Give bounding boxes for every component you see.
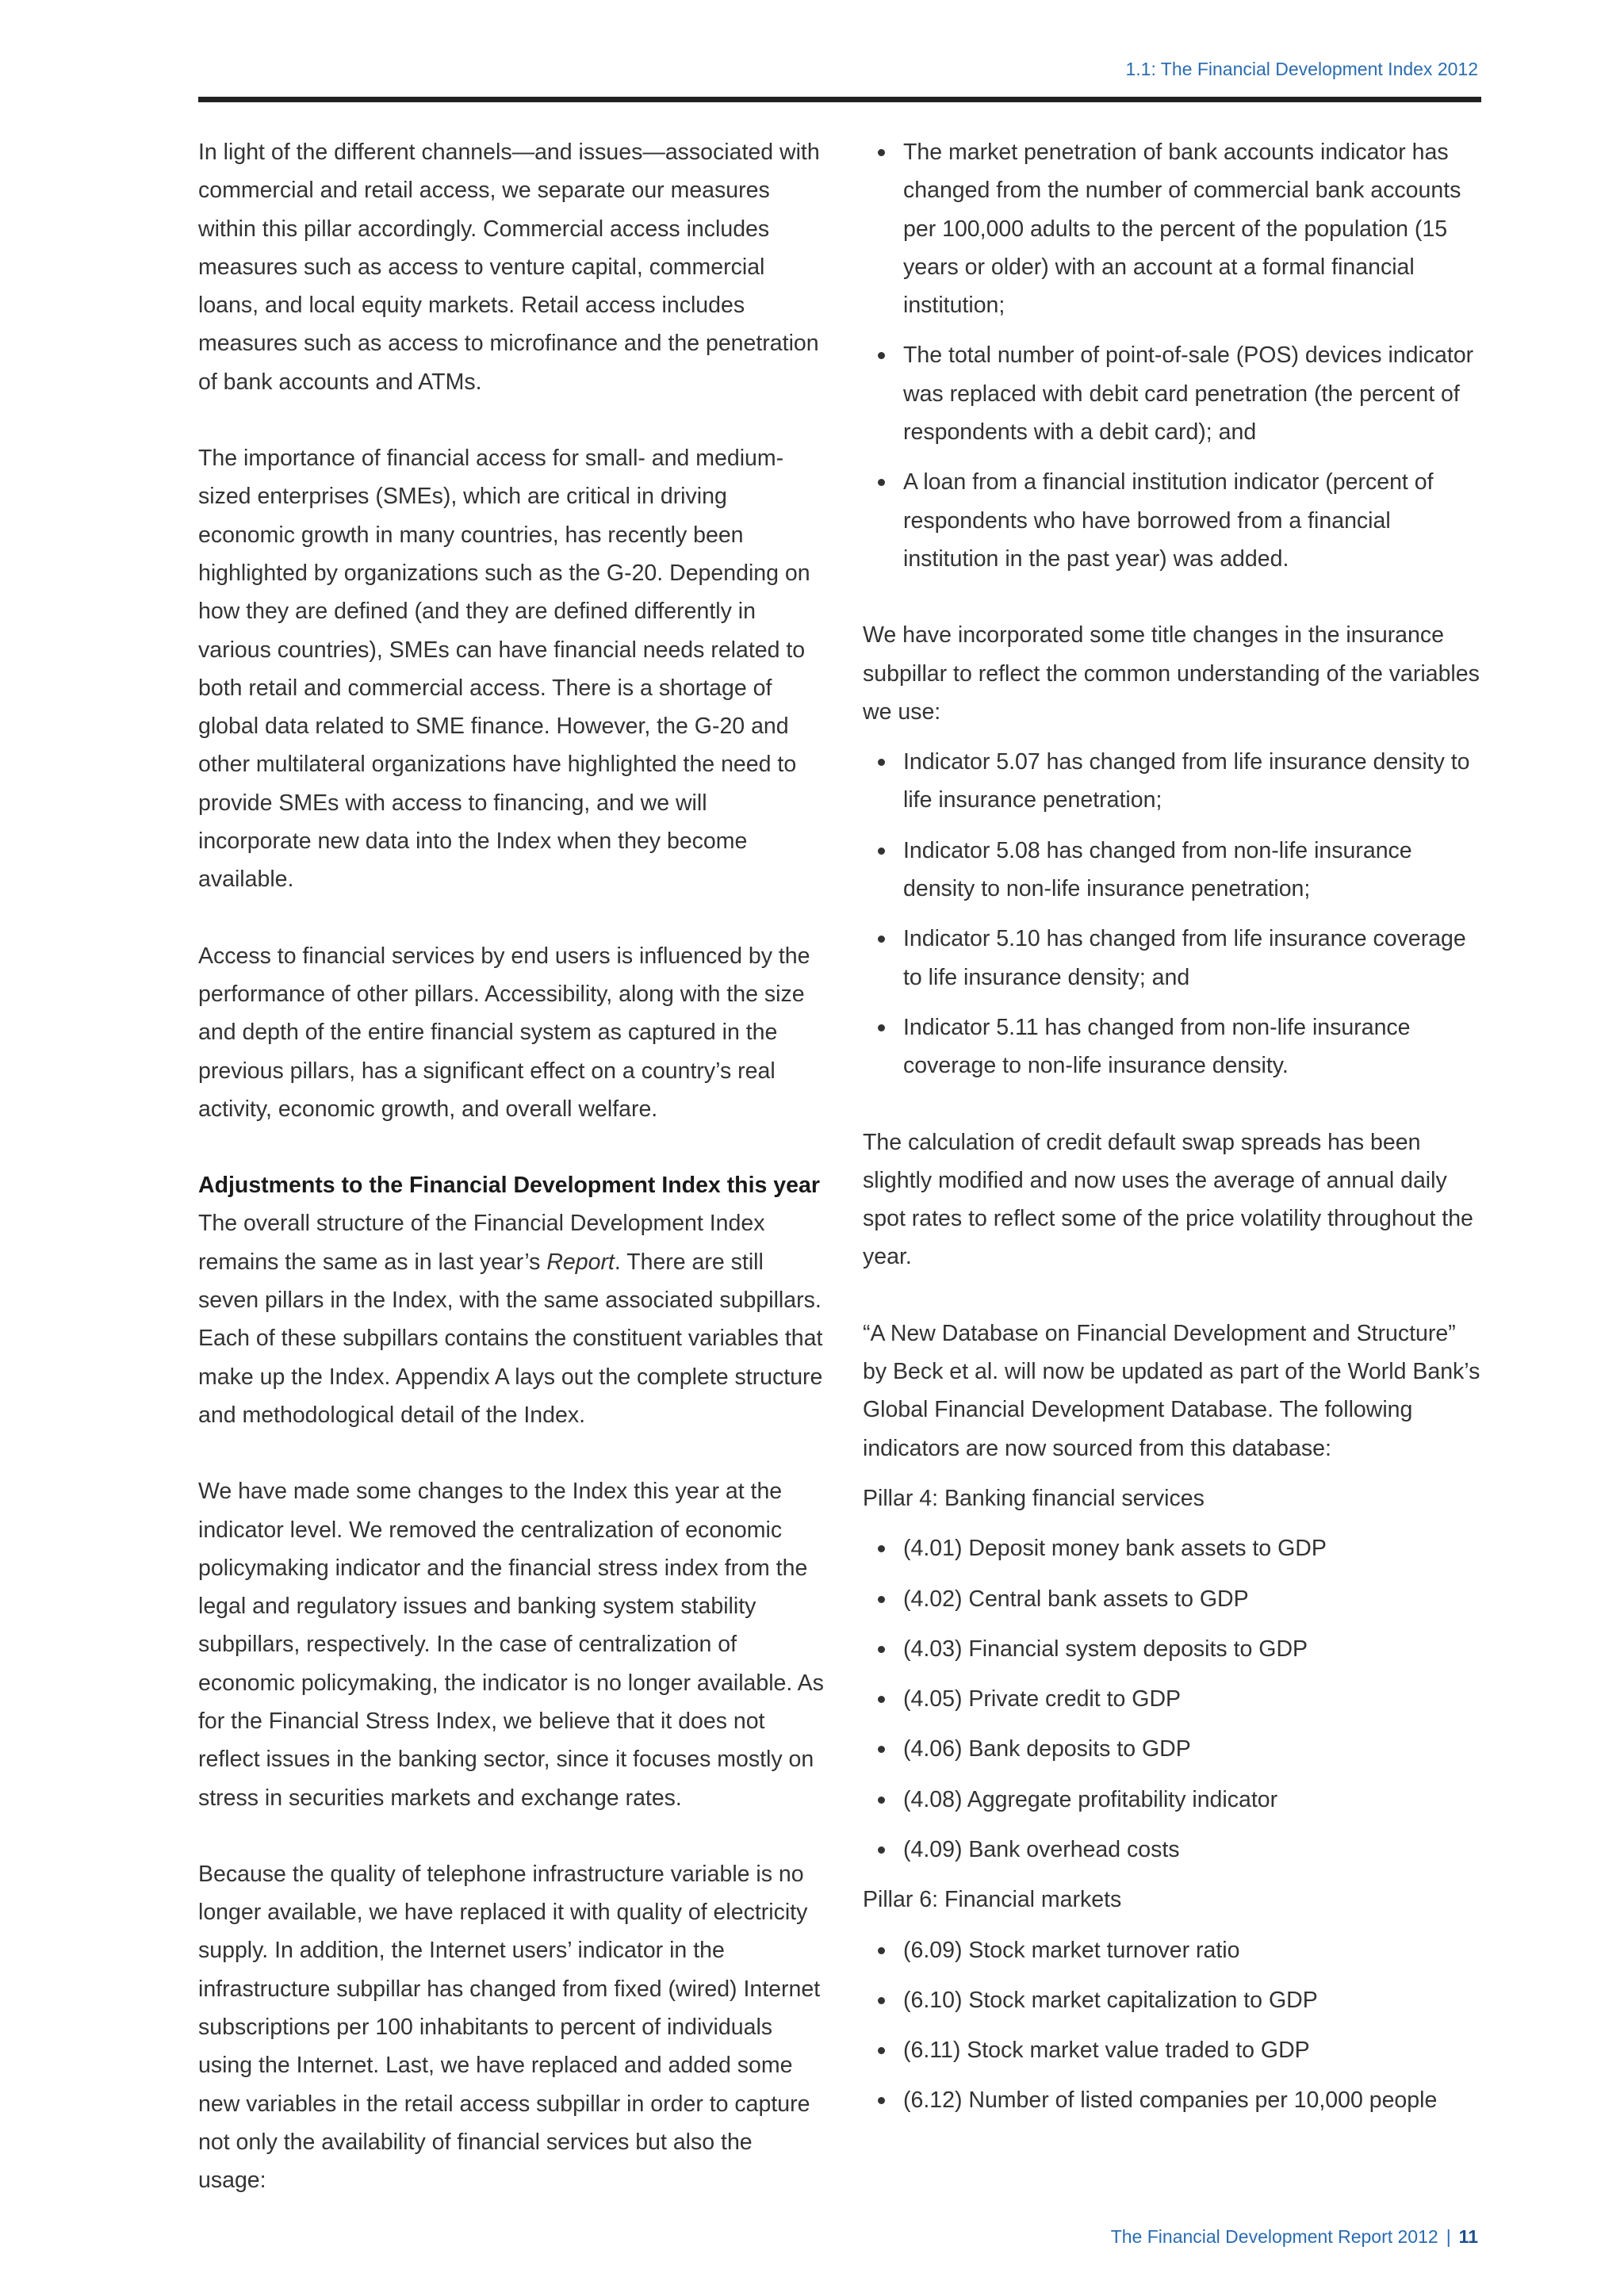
pillar-label: Pillar 4: Banking financial services bbox=[863, 1485, 1205, 1511]
list-item: (4.09) Bank overhead costs bbox=[863, 1831, 1485, 1869]
paragraph: The calculation of credit default swap spreads has been slightly modified and now uses the average of annual daily spot rates to reflect some of the price volatility throughout the year. bbox=[863, 1129, 1473, 1270]
list-item: (4.03) Financial system deposits to GDP bbox=[863, 1630, 1485, 1668]
section-heading: Adjustments to the Financial Development Index this year bbox=[198, 1173, 820, 1199]
list-item: Indicator 5.10 has changed from life insurance coverage to life insurance density; and bbox=[863, 920, 1485, 997]
footer-report-title: The Financial Development Report 2012 bbox=[1110, 2226, 1438, 2247]
list-item: (6.09) Stock market turnover ratio bbox=[863, 1931, 1485, 1969]
paragraph-text: . There are still seven pillars in the Index, with the same associated subpillars. Each of these subpillars contains the constituent variables that make up the Index. Appendix A lays out the complete structure and methodological detail of the Index. bbox=[198, 1249, 823, 1428]
right-column bbox=[863, 133, 1485, 2132]
bullet-list bbox=[863, 133, 1485, 578]
paragraph: The importance of financial access for small- and medium-sized enterprises (SMEs), which are critical in driving economic growth in many countries, has recently been highlighted by organizations such as the G-20. Depending on how they are defined (and they are defined differently in various countries), SMEs can have financial needs related to both retail and commercial access. There is a shortage of global data related to SME finance. However, the G-20 and other multilateral organizations have highlighted the need to provide SMEs with access to financing, and we will incorporate new data into the Index when they become available. bbox=[198, 446, 810, 893]
paragraph bbox=[198, 1204, 825, 1434]
list-item: The market penetration of bank accounts indicator has changed from the number of commercial bank accounts per 100,000 adults to the percent of the population (15 years or older) with an account at a formal financial institution; bbox=[863, 133, 1485, 324]
list-item: (6.10) Stock market capitalization to GDP bbox=[863, 1981, 1485, 2019]
running-head: 1.1: The Financial Development Index 2012 bbox=[1125, 59, 1478, 79]
list-item: (6.11) Stock market value traded to GDP bbox=[863, 2031, 1485, 2069]
list-item: (4.02) Central bank assets to GDP bbox=[863, 1580, 1485, 1618]
bullet-list bbox=[863, 743, 1485, 1085]
paragraph: “A New Database on Financial Development and Structure” by Beck et al. will now be updated as part of the World Bank’s Global Financial Development Database. The following indicators are now sourced from this database: bbox=[863, 1320, 1480, 1461]
list-item: (4.06) Bank deposits to GDP bbox=[863, 1730, 1485, 1768]
pillar-label: Pillar 6: Financial markets bbox=[863, 1887, 1122, 1913]
paragraph-text: The overall structure of the Financial Development Index remains the same as in last year’s bbox=[198, 1211, 765, 1275]
list-item: Indicator 5.08 has changed from non-life insurance density to non-life insurance penetration; bbox=[863, 832, 1485, 909]
list-item: (4.05) Private credit to GDP bbox=[863, 1680, 1485, 1718]
paragraph: We have incorporated some title changes in the insurance subpillar to reflect the common understanding of the variables we use: bbox=[863, 622, 1480, 725]
paragraph-italic-text: Report bbox=[546, 1249, 615, 1275]
list-item: The total number of point-of-sale (POS) devices indicator was replaced with debit card penetration (the percent of respondents with a debit card); and bbox=[863, 336, 1485, 451]
paragraph: In light of the different channels—and issues—associated with commercial and retail access, we separate our measures within this pillar accordingly. Commercial access includes measures such as access to venture capital, commercial loans, and local equity markets. Retail access includes measures such as access to microfinance and the penetration of bank accounts and ATMs. bbox=[198, 140, 820, 395]
left-column bbox=[198, 133, 825, 2200]
paragraph: We have made some changes to the Index this year at the indicator level. We removed the centralization of economic policymaking indicator and the financial stress index from the legal and regulatory issues and banking system stability subpillars, respectively. In the case of centralization of economic policymaking, the indicator is no longer available. As for the Financial Stress Index, we believe that it does not reflect issues in the banking sector, since it focuses mostly on stress in securities markets and exchange rates. bbox=[198, 1479, 824, 1811]
list-item: Indicator 5.07 has changed from life insurance density to life insurance penetration; bbox=[863, 743, 1485, 820]
header-rule bbox=[198, 97, 1481, 102]
paragraph: Access to financial services by end users is influenced by the performance of other pillars. Accessibility, along with the size and depth of the entire financial system as captured in the previous pillars, has a significant effect on a country’s real activity, economic growth, and overall welfare. bbox=[198, 943, 810, 1122]
paragraph: Because the quality of telephone infrastructure variable is no longer available, we have replaced it with quality of electricity supply. In addition, the Internet users’ indicator in the infrastructure subpillar has changed from fixed (wired) Internet subscriptions per 100 inhabitants to percent of individuals using the Internet. Last, we have replaced and added some new variables in the retail access subpillar in order to capture not only the availability of financial services but also the usage: bbox=[198, 1861, 821, 2194]
list-item: Indicator 5.11 has changed from non-life insurance coverage to non-life insurance density. bbox=[863, 1008, 1485, 1085]
list-item: (6.12) Number of listed companies per 10,000 people bbox=[863, 2081, 1485, 2119]
bullet-list bbox=[863, 1529, 1485, 1869]
list-item: (4.01) Deposit money bank assets to GDP bbox=[863, 1529, 1485, 1567]
footer-separator: | bbox=[1446, 2226, 1451, 2247]
list-item: A loan from a financial institution indicator (percent of respondents who have borrowed from a financial institution in the past year) was added. bbox=[863, 463, 1485, 578]
page-footer bbox=[1111, 2226, 1478, 2248]
page-number: 11 bbox=[1458, 2226, 1478, 2247]
list-item: (4.08) Aggregate profitability indicator bbox=[863, 1781, 1485, 1819]
bullet-list bbox=[863, 1931, 1485, 2120]
